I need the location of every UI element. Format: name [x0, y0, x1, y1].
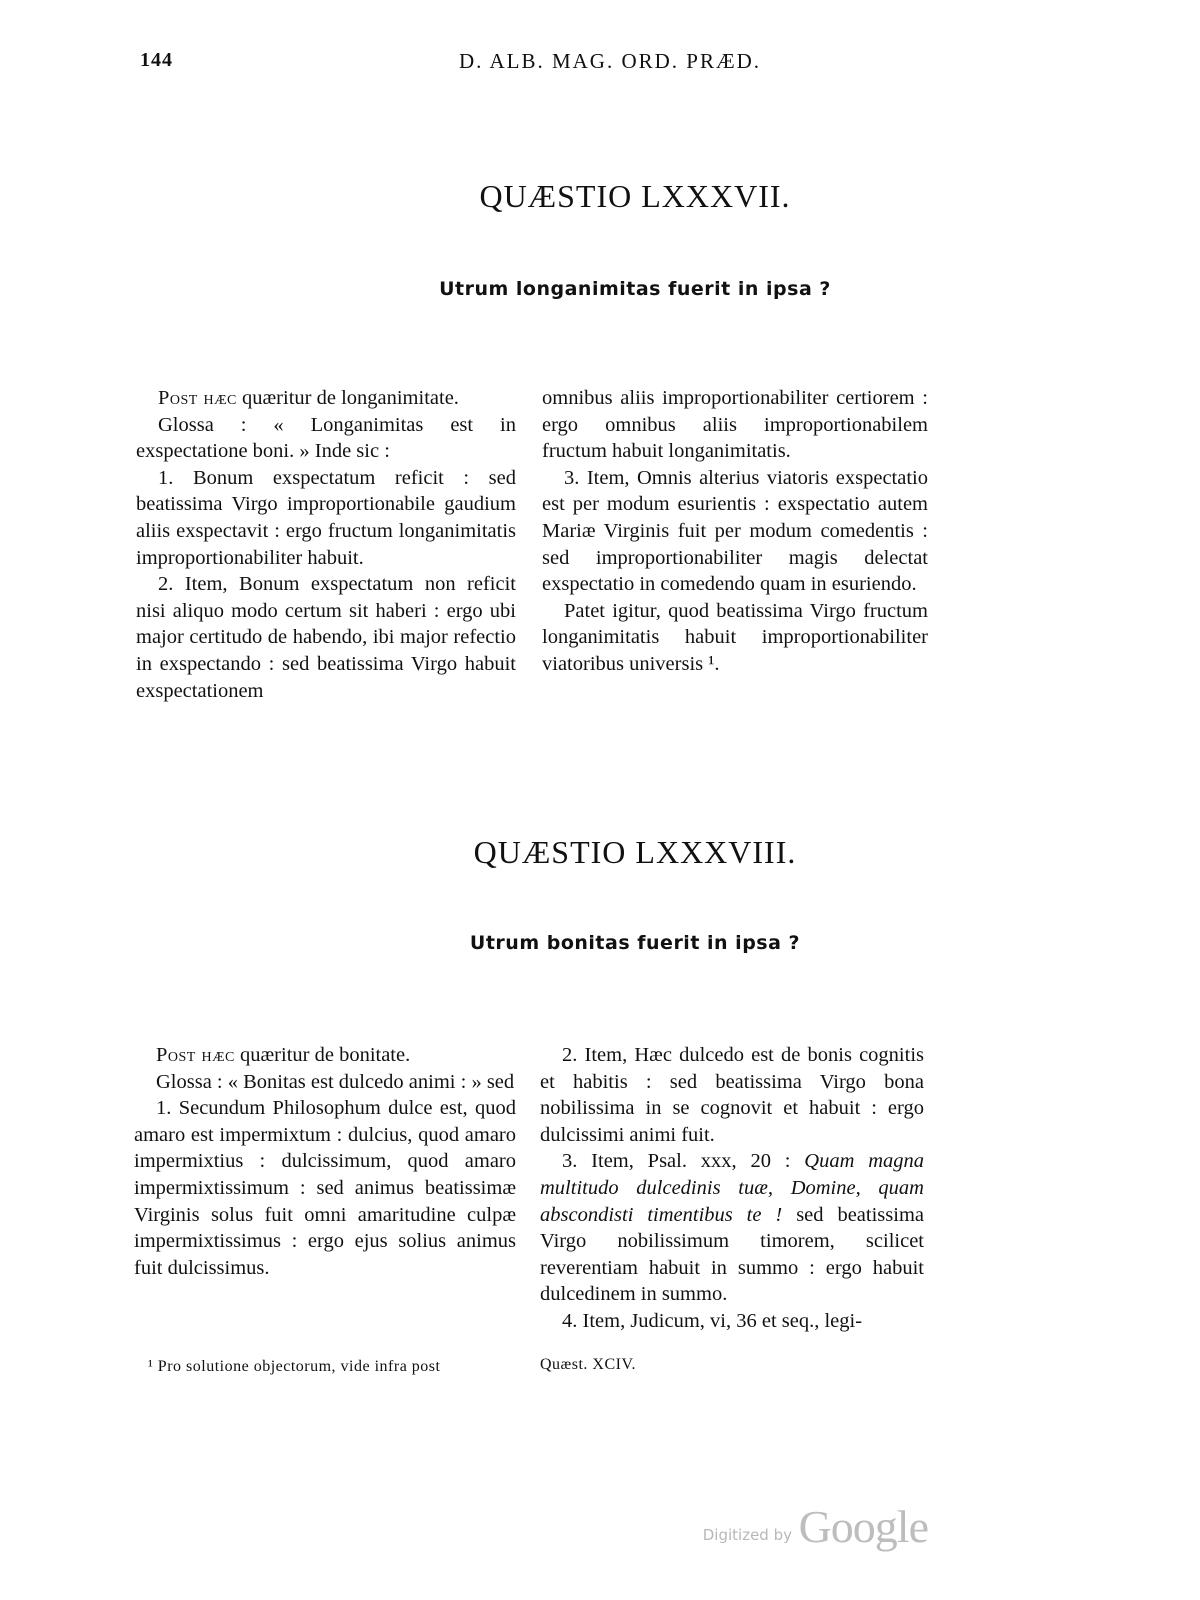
running-title: D. ALB. MAG. ORD. PRÆD. [458, 49, 762, 73]
paragraph-text: quæritur de longanimitate. [236, 387, 459, 409]
paragraph-text: 3. Item, Psal. xxx, 20 : [562, 1150, 805, 1173]
q87-left-column [136, 385, 516, 704]
q87-right-p3: Patet igitur, quod beatissima Virgo fructum longanimitatis habuit improportionabiliter viatoribus universis ¹. [542, 599, 928, 675]
watermark-small-text: Digitized by [702, 1526, 792, 1544]
q88-left-p1 [134, 1042, 516, 1069]
question-88-subtitle: Utrum bonitas fuerit in ipsa ? [469, 932, 801, 954]
q88-right-p3: 4. Item, Judicum, vi, 36 et seq., legi- [562, 1309, 863, 1332]
q88-left-p2: Glossa : « Bonitas est dulcedo animi : » sed [156, 1070, 515, 1093]
q87-right-column [542, 385, 928, 678]
question-87-subtitle: Utrum longanimitas fuerit in ipsa ? [439, 278, 831, 300]
footnote-right: Quæst. XCIV. [540, 1356, 636, 1373]
small-caps-lead: Post hæc [158, 387, 237, 409]
footnote-left: ¹ Pro solutione objectorum, vide infra post [148, 1358, 441, 1375]
page-number: 144 [140, 49, 173, 71]
q87-left-p3: 1. Bonum exspectatum reficit : sed beatissima Virgo improportionabile gaudium aliis exspectavit : ergo fructum longanimitatis improportionabiliter habuit. [136, 466, 516, 569]
q88-left-p3: 1. Secundum Philosophum dulce est, quod amaro est impermixtum : dulcius, quod amaro impermixtius : dulcissimum, quod amaro impermixtissimum : sed animus beatissimæ Virginis solus fuit omni amaritudine culpæ impermixtissimus : ergo ejus solius animus fuit dulcissimus. [134, 1097, 516, 1279]
question-87-title: QUÆSTIO LXXXVII. [479, 178, 791, 214]
google-logo: Google [798, 1501, 928, 1552]
q88-left-column [134, 1042, 516, 1281]
q87-left-p1 [136, 385, 516, 412]
q87-left-p4: 2. Item, Bonum exspectatum non reficit nisi aliquo modo certum sit haberi : ergo ubi major certitudo de habendo, ibi major refectio in exspectando : sed beatissima Virgo habuit exspectationem [136, 573, 516, 702]
paragraph-text: quæritur de bonitate. [234, 1044, 411, 1066]
paragraph-text: sed beatissima Virgo nobilissimum timorem, scilicet reverentiam habuit in summo : ergo habuit dulcedinem in summo. [540, 1203, 924, 1306]
scripture-quote: Quam magna multitudo dulcedinis tuæ, Domine, quam abscondisti timentibus te ! [540, 1150, 925, 1226]
small-caps-lead: Post hæc [156, 1044, 235, 1066]
q87-right-p1: omnibus aliis improportionabiliter certiorem : ergo omnibus aliis improportionabilem fructum habuit longanimitatis. [542, 387, 928, 463]
q88-right-p1: 2. Item, Hæc dulcedo est de bonis cognitis et habitis : sed beatissima Virgo bona nobilissima in se cognovit et habuit : ergo dulcissimi animi fuit. [540, 1044, 924, 1146]
q88-right-p2 [540, 1148, 924, 1308]
running-head [140, 44, 1060, 84]
q87-right-p2: 3. Item, Omnis alterius viatoris exspectatio est per modum esurientis : exspectatio autem Mariæ Virginis fuit per modum comedentis : sed improportionabiliter magis delectat exspectatio in comedendo quam in esuriendo. [542, 466, 928, 596]
q88-right-column [540, 1042, 924, 1335]
question-88-title: QUÆSTIO LXXXVIII. [473, 834, 797, 870]
q87-left-p2: Glossa : « Longanimitas est in exspectatione boni. » Inde sic : [136, 413, 516, 463]
